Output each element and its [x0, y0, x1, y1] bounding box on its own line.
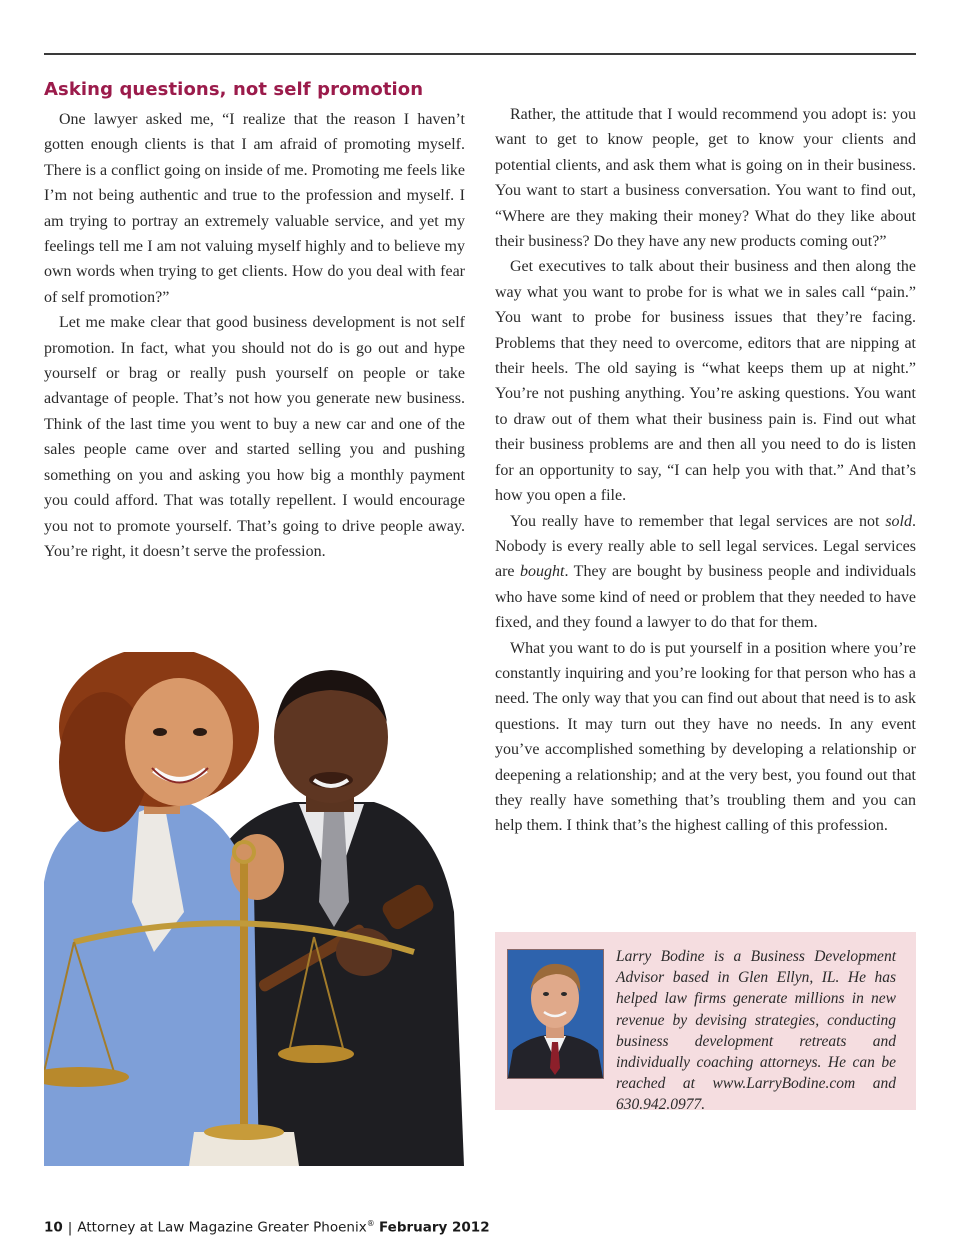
issue-date: February 2012 — [378, 1219, 490, 1236]
right-column — [495, 102, 916, 839]
right-paragraph-3 — [495, 509, 916, 636]
left-column — [44, 78, 465, 564]
page-footer — [44, 1219, 490, 1236]
emphasis-bought: bought — [520, 563, 565, 581]
section-heading: Asking questions, not self promotion — [44, 79, 424, 100]
right-paragraph-4: What you want to do is put yourself in a position where you’re constantly inquiring and you’re looking for that person who has a need. The only way that you can find out about that need is to ask questions. It may turn out they have no needs. In any event you’ve accomplished something by developing a relationship or deepening a relationship; and at the very best, you found out that they really have something that’s troubling them and you can help them. I think that’s the highest calling of this profession. — [495, 639, 916, 835]
top-rule — [44, 53, 916, 55]
page-number: 10 — [44, 1219, 63, 1236]
left-paragraph-1: One lawyer asked me, “I realize that the reason I haven’t gotten enough clients is that I am afraid of promoting myself. There is a conflict going on inside of me. Promoting me feels like I’m not being authentic and true to the profession and myself. I am trying to portray an extremely valuable service, and yet my feelings tell me I am not valuing myself highly and to believe my own words when trying to get clients. How do you deal with fear of self promotion?” — [44, 111, 465, 306]
lawyers-photo — [44, 652, 470, 1166]
footer-separator: | — [67, 1219, 73, 1236]
paragraph-text: You really have to remember that legal services are not — [510, 512, 886, 530]
left-paragraph-2: Let me make clear that good business development is not self promotion. In fact, what you should not do is go out and hype yourself or brag or really push yourself on people or take advantage of people. That’s not how you generate new business. Think of the last time you went to buy a new car and one of the sales people came over and started selling you and pushing something on you and asking you how big a monthly payment you could afford. That was totally repellent. I would encourage you not to promote yourself. That’s going to drive people away. You’re right, it doesn’t serve the profession. — [44, 314, 465, 560]
paragraph-text: . Nobody is every really able to sell legal services. Legal services are — [495, 512, 916, 581]
author-photo — [507, 949, 604, 1079]
paragraph-text: . They are bought by business people and individuals who have some kind of need or problem that they needed to have fixed, and they found a lawyer to do that for them. — [495, 563, 916, 632]
right-paragraph-2: Get executives to talk about their business and then along the way what you want to probe for is what we in sales call “pain.” You want to probe for business issues that they’re facing. Problems that they need to overcome, editors that are nipping at their heels. The old saying is “what keeps them up at night.” You’re not pushing anything. You’re asking questions. You want to draw out of them what their business pain is. Find out what their business problems are and then all you need to do is listen for an opportunity to say, “I can help you with that.” And that’s how you open a file. — [495, 258, 916, 505]
right-paragraph-1: Rather, the attitude that I would recommend you adopt is: you want to get to know people, get to know your clients and potential clients, and ask them what is going on in their business. You want to start a business conversation. You want to find out, “Where are they making their money? What do they like about their business? Do they have any new products coming out?” — [495, 106, 916, 251]
emphasis-sold: sold — [885, 512, 912, 530]
magazine-name: Attorney at Law Magazine Greater Phoenix — [77, 1219, 367, 1236]
registered-mark: ® — [366, 1219, 375, 1228]
author-bio-box — [495, 932, 916, 1114]
author-bio-text: Larry Bodine is a Business Development Advisor based in Glen Ellyn, IL. He has helped law firms generate millions in new revenue by devising strategies, conducting business development retreats and individually coaching attorneys. He can be reached at www.LarryBodine.com and 630.942.0977. — [616, 948, 896, 1114]
